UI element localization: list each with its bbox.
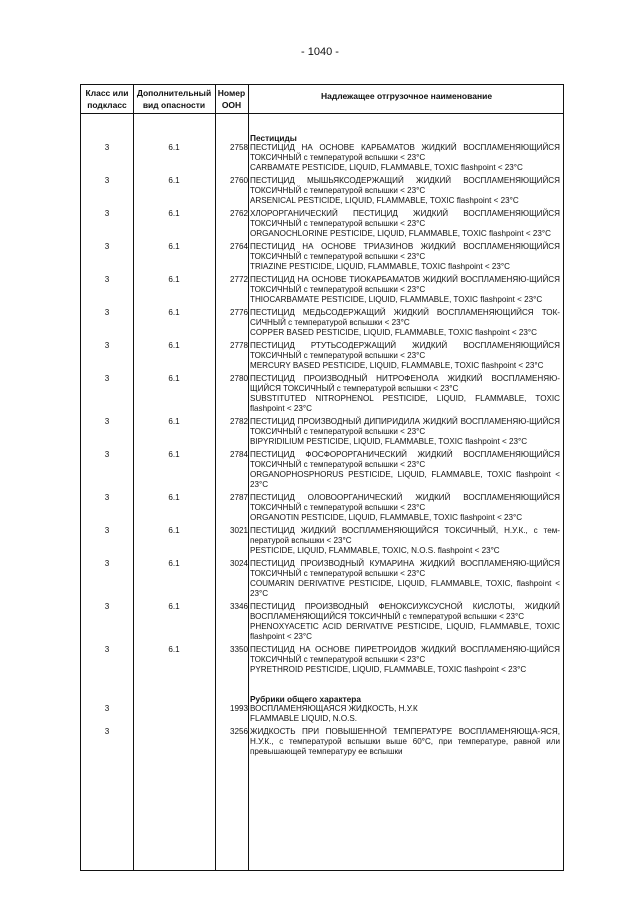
un-number-cell: 2784 bbox=[229, 450, 248, 459]
shipping-name-cell bbox=[250, 341, 560, 371]
header-divider bbox=[81, 113, 563, 114]
section-heading bbox=[81, 694, 563, 704]
un-number-cell: 2776 bbox=[229, 308, 248, 317]
shipping-name-cell bbox=[250, 526, 560, 556]
class-cell: 3 bbox=[104, 308, 110, 317]
russian-name: ЖИДКОСТЬ ПРИ ПОВЫШЕННОЙ ТЕМПЕРАТУРЕ ВОСПЛАМЕНЯЮЩА-ЯСЯ, Н.У.К., с температурой вспышки выше 60°C, при температуре, равной или превышающей температуру ее вспышки bbox=[250, 727, 560, 756]
class-cell: 3 bbox=[104, 209, 110, 218]
subsidiary-risk-cell: 6.1 bbox=[168, 526, 180, 535]
shipping-name-cell bbox=[250, 645, 560, 675]
english-name: SUBSTITUTED NITROPHENOL PESTICIDE, LIQUID, FLAMMABLE, TOXIC flashpoint < 23°C bbox=[250, 394, 560, 413]
english-name: PYRETHROID PESTICIDE, LIQUID, FLAMMABLE, TOXIC flashpoint < 23°C bbox=[250, 665, 527, 674]
subsidiary-risk-cell: 6.1 bbox=[168, 417, 180, 426]
russian-name: ПЕСТИЦИД ПРОИЗВОДНЫЙ ДИПИРИДИЛА ЖИДКИЙ ВОСПЛАМЕНЯЮ-ЩИЙСЯ ТОКСИЧНЫЙ с температурой вспышки < 23°C bbox=[250, 417, 560, 436]
un-number-cell: 2762 bbox=[229, 209, 248, 218]
subsidiary-risk-cell: 6.1 bbox=[168, 493, 180, 502]
table-row bbox=[81, 242, 563, 272]
shipping-name-cell bbox=[250, 727, 560, 757]
page-number: - 1040 - bbox=[301, 46, 339, 58]
russian-name: ПЕСТИЦИД ФОСФОРОРГАНИЧЕСКИЙ ЖИДКИЙ ВОСПЛАМЕНЯЮЩИЙСЯ ТОКСИЧНЫЙ с температурой вспышки < 23°C bbox=[250, 450, 560, 469]
shipping-name-cell bbox=[250, 450, 560, 490]
table-row bbox=[81, 209, 563, 239]
un-number-cell: 3256 bbox=[229, 727, 248, 736]
english-name: ORGANOTIN PESTICIDE, LIQUID, FLAMMABLE, TOXIC flashpoint < 23°C bbox=[250, 513, 523, 522]
class-cell: 3 bbox=[104, 176, 110, 185]
table-row bbox=[81, 374, 563, 414]
header-subsidiary-risk: Дополнительный вид опасности bbox=[136, 88, 212, 110]
shipping-name-cell bbox=[250, 242, 560, 272]
russian-name: ПЕСТИЦИД НА ОСНОВЕ КАРБАМАТОВ ЖИДКИЙ ВОСПЛАМЕНЯЮЩИЙСЯ ТОКСИЧНЫЙ с температурой вспышки < 23°C bbox=[250, 143, 560, 162]
class-cell: 3 bbox=[104, 526, 110, 535]
class-cell: 3 bbox=[104, 417, 110, 426]
un-number-cell: 2764 bbox=[229, 242, 248, 251]
table-row bbox=[81, 645, 563, 675]
russian-name: ПЕСТИЦИД МЫШЬЯКСОДЕРЖАЩИЙ ЖИДКИЙ ВОСПЛАМЕНЯЮЩИЙСЯ ТОКСИЧНЫЙ с температурой вспышки < 23°C bbox=[250, 176, 560, 195]
russian-name: ПЕСТИЦИД РТУТЬСОДЕРЖАЩИЙ ЖИДКИЙ ВОСПЛАМЕНЯЮЩИЙСЯ ТОКСИЧНЫЙ с температурой вспышки < 23°C bbox=[250, 341, 560, 360]
english-name: FLAMMABLE LIQUID, N.O.S. bbox=[250, 714, 358, 723]
subsidiary-risk-cell: 6.1 bbox=[168, 450, 180, 459]
class-cell: 3 bbox=[104, 450, 110, 459]
subsidiary-risk-cell: 6.1 bbox=[168, 242, 180, 251]
class-cell: 3 bbox=[104, 727, 110, 736]
class-cell: 3 bbox=[104, 143, 110, 152]
subsidiary-risk-cell: 6.1 bbox=[168, 341, 180, 350]
un-number-cell: 2780 bbox=[229, 374, 248, 383]
russian-name: ПЕСТИЦИД ПРОИЗВОДНЫЙ КУМАРИНА ЖИДКИЙ ВОСПЛАМЕНЯЮ-ЩИЙСЯ ТОКСИЧНЫЙ с температурой вспышки < 23°C bbox=[250, 559, 560, 578]
shipping-name-cell bbox=[250, 143, 560, 173]
subsidiary-risk-cell: 6.1 bbox=[168, 209, 180, 218]
table-row bbox=[81, 341, 563, 371]
un-number-cell: 3024 bbox=[229, 559, 248, 568]
table-row bbox=[81, 450, 563, 490]
subsidiary-risk-cell: 6.1 bbox=[168, 176, 180, 185]
english-name: ORGANOPHOSPHORUS PESTICIDE, LIQUID, FLAMMABLE, TOXIC flashpoint < 23°C bbox=[250, 470, 560, 489]
table-row bbox=[81, 176, 563, 206]
header-un-number: Номер ООН bbox=[217, 88, 246, 110]
un-number-cell: 2760 bbox=[229, 176, 248, 185]
subsidiary-risk-cell: 6.1 bbox=[168, 143, 180, 152]
english-name: PHENOXYACETIC ACID DERIVATIVE PESTICIDE, LIQUID, FLAMMABLE, TOXIC flashpoint < 23°C bbox=[250, 622, 560, 641]
un-number-cell: 2758 bbox=[229, 143, 248, 152]
subsidiary-risk-cell: 6.1 bbox=[168, 602, 180, 611]
english-name: ORGANOCHLORINE PESTICIDE, LIQUID, FLAMMABLE, TOXIC flashpoint < 23°C bbox=[250, 229, 551, 238]
english-name: BIPYRIDILIUM PESTICIDE, LIQUID, FLAMMABLE, TOXIC flashpoint < 23°C bbox=[250, 437, 528, 446]
table-row bbox=[81, 704, 563, 724]
english-name: THIOCARBAMATE PESTICIDE, LIQUID, FLAMMABLE, TOXIC flashpoint < 23°C bbox=[250, 295, 543, 304]
un-number-cell: 2778 bbox=[229, 341, 248, 350]
class-cell: 3 bbox=[104, 602, 110, 611]
russian-name: ПЕСТИЦИД ОЛОВООРГАНИЧЕСКИЙ ЖИДКИЙ ВОСПЛАМЕНЯЮЩИЙСЯ ТОКСИЧНЫЙ с температурой вспышки < 23°C bbox=[250, 493, 560, 512]
english-name: COUMARIN DERIVATIVE PESTICIDE, LIQUID, FLAMMABLE, TOXIC, flashpoint < 23°C bbox=[250, 579, 560, 598]
shipping-name-cell bbox=[250, 209, 560, 239]
un-number-cell: 1993 bbox=[229, 704, 248, 713]
class-cell: 3 bbox=[104, 645, 110, 654]
russian-name: ПЕСТИЦИД ПРОИЗВОДНЫЙ ФЕНОКСИУКСУСНОЙ КИСЛОТЫ, ЖИДКИЙ ВОСПЛАМЕНЯЮЩИЙСЯ ТОКСИЧНЫЙ с температурой вспышки < 23°C bbox=[250, 602, 560, 621]
shipping-name-cell bbox=[250, 417, 560, 447]
subsidiary-risk-cell: 6.1 bbox=[168, 645, 180, 654]
russian-name: ПЕСТИЦИД ЖИДКИЙ ВОСПЛАМЕНЯЮЩИЙСЯ ТОКСИЧНЫЙ, Н.У.К., с тем-пературой вспышки < 23°C bbox=[250, 526, 560, 545]
subsidiary-risk-cell: 6.1 bbox=[168, 308, 180, 317]
subsidiary-risk-cell: 6.1 bbox=[168, 374, 180, 383]
english-name: ARSENICAL PESTICIDE, LIQUID, FLAMMABLE, TOXIC flashpoint < 23°C bbox=[250, 196, 519, 205]
class-cell: 3 bbox=[104, 341, 110, 350]
russian-name: ПЕСТИЦИД НА ОСНОВЕ ТИОКАРБАМАТОВ ЖИДКИЙ ВОСПЛАМЕНЯЮ-ЩИЙСЯ ТОКСИЧНЫЙ с температурой вспышки < 23°C bbox=[250, 275, 560, 294]
table-body bbox=[81, 129, 563, 760]
section-heading bbox=[81, 133, 563, 143]
class-cell: 3 bbox=[104, 704, 110, 713]
shipping-name-cell bbox=[250, 308, 560, 338]
shipping-name-cell bbox=[250, 176, 560, 206]
russian-name: ПЕСТИЦИД МЕДЬСОДЕРЖАЩИЙ ЖИДКИЙ ВОСПЛАМЕНЯЮЩИЙСЯ ТОК-СИЧНЫЙ с температурой вспышки < 23°C bbox=[250, 308, 560, 327]
header-class: Класс или подкласс bbox=[85, 88, 129, 110]
class-cell: 3 bbox=[104, 493, 110, 502]
table-row bbox=[81, 417, 563, 447]
un-number-cell: 2787 bbox=[229, 493, 248, 502]
russian-name: ВОСПЛАМЕНЯЮЩАЯСЯ ЖИДКОСТЬ, Н.У.К bbox=[250, 704, 418, 713]
english-name: TRIAZINE PESTICIDE, LIQUID, FLAMMABLE, TOXIC flashpoint < 23°C bbox=[250, 262, 510, 271]
table-row bbox=[81, 143, 563, 173]
shipping-name-cell bbox=[250, 374, 560, 414]
section-title: Рубрики общего характера bbox=[250, 694, 361, 704]
english-name: CARBAMATE PESTICIDE, LIQUID, FLAMMABLE, TOXIC flashpoint < 23°C bbox=[250, 163, 523, 172]
table-row bbox=[81, 559, 563, 599]
class-cell: 3 bbox=[104, 374, 110, 383]
english-name: COPPER BASED PESTICIDE, LIQUID, FLAMMABLE, TOXIC flashpoint < 23°C bbox=[250, 328, 537, 337]
shipping-name-cell bbox=[250, 559, 560, 599]
un-number-cell: 3346 bbox=[229, 602, 248, 611]
class-cell: 3 bbox=[104, 275, 110, 284]
shipping-name-cell bbox=[250, 704, 560, 724]
table-row bbox=[81, 727, 563, 757]
shipping-name-cell bbox=[250, 275, 560, 305]
shipping-name-cell bbox=[250, 493, 560, 523]
russian-name: ПЕСТИЦИД ПРОИЗВОДНЫЙ НИТРОФЕНОЛА ЖИДКИЙ ВОСПЛАМЕНЯЮ-ЩИЙСЯ ТОКСИЧНЫЙ с температурой вспышки < 23°C bbox=[250, 374, 560, 393]
russian-name: ПЕСТИЦИД НА ОСНОВЕ ТРИАЗИНОВ ЖИДКИЙ ВОСПЛАМЕНЯЮЩИЙСЯ ТОКСИЧНЫЙ с температурой вспышки < 23°C bbox=[250, 242, 560, 261]
un-number-cell: 2772 bbox=[229, 275, 248, 284]
un-number-cell: 2782 bbox=[229, 417, 248, 426]
table-row bbox=[81, 493, 563, 523]
table-row bbox=[81, 526, 563, 556]
english-name: PESTICIDE, LIQUID, FLAMMABLE, TOXIC, N.O.S. flashpoint < 23°C bbox=[250, 546, 500, 555]
class-cell: 3 bbox=[104, 559, 110, 568]
english-name: MERCURY BASED PESTICIDE, LIQUID, FLAMMABLE, TOXIC flashpoint < 23°C bbox=[250, 361, 544, 370]
section-title: Пестициды bbox=[250, 133, 297, 143]
un-number-cell: 3350 bbox=[229, 645, 248, 654]
subsidiary-risk-cell: 6.1 bbox=[168, 275, 180, 284]
table-row bbox=[81, 602, 563, 642]
dangerous-goods-table bbox=[80, 84, 564, 871]
table-row bbox=[81, 275, 563, 305]
class-cell: 3 bbox=[104, 242, 110, 251]
subsidiary-risk-cell: 6.1 bbox=[168, 559, 180, 568]
russian-name: ХЛОРОРГАНИЧЕСКИЙ ПЕСТИЦИД ЖИДКИЙ ВОСПЛАМЕНЯЮЩИЙСЯ ТОКСИЧНЫЙ с температурой вспышки < 23°C bbox=[250, 209, 560, 228]
table-row bbox=[81, 308, 563, 338]
shipping-name-cell bbox=[250, 602, 560, 642]
russian-name: ПЕСТИЦИД НА ОСНОВЕ ПИРЕТРОИДОВ ЖИДКИЙ ВОСПЛАМЕНЯЮ-ЩИЙСЯ ТОКСИЧНЫЙ с температурой вспышки < 23°C bbox=[250, 645, 560, 664]
un-number-cell: 3021 bbox=[229, 526, 248, 535]
header-shipping-name: Надлежащее отгрузочное наименование bbox=[320, 91, 493, 101]
